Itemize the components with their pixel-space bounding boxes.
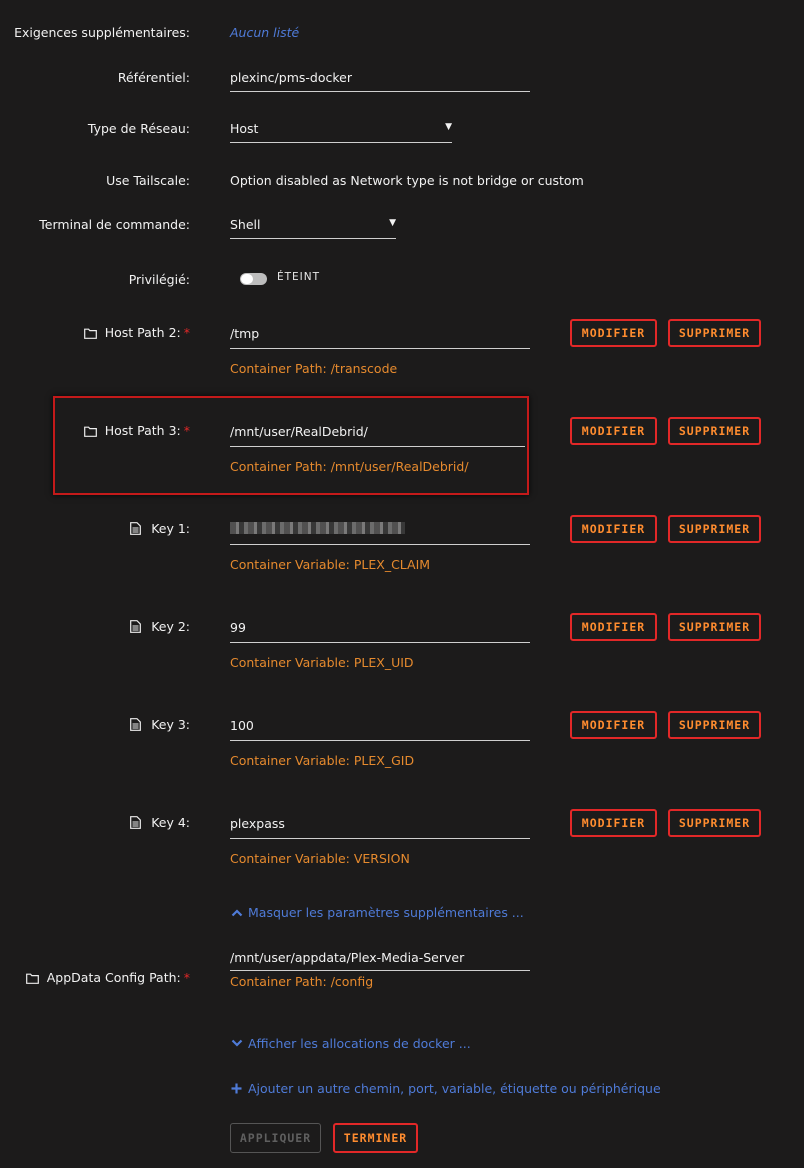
key-1-label	[130, 521, 190, 536]
key-2-input[interactable]: 99	[230, 620, 246, 635]
extra-requirements-label: Exigences supplémentaires:	[14, 25, 190, 40]
appdata-input[interactable]: /mnt/user/appdata/Plex-Media-Server	[230, 950, 465, 965]
chevron-down-icon: ▼	[389, 218, 396, 228]
key-2-label-text: Key 2:	[151, 619, 190, 634]
folder-icon	[84, 328, 97, 339]
show-allocations-link[interactable]	[231, 1036, 471, 1051]
show-allocations-text: Afficher les allocations de docker ...	[248, 1036, 471, 1051]
apply-button[interactable]: APPLIQUER	[230, 1123, 321, 1153]
add-another-text: Ajouter un autre chemin, port, variable, étiquette ou périphérique	[248, 1081, 661, 1096]
hide-advanced-text: Masquer les paramètres supplémentaires ...	[248, 905, 524, 920]
appdata-underline	[230, 970, 530, 971]
console-label: Terminal de commande:	[39, 217, 190, 232]
key-1-input-blurred[interactable]	[230, 522, 405, 534]
privileged-label: Privilégié:	[128, 272, 190, 287]
edit-key-1-button[interactable]: MODIFIER	[570, 515, 657, 543]
edit-host-path-2-button[interactable]: MODIFIER	[570, 319, 657, 347]
key-3-container: Container Variable: PLEX_GID	[230, 753, 415, 768]
host-path-2-input[interactable]: /tmp	[230, 326, 260, 341]
chevron-up-icon	[231, 908, 243, 917]
key-4-underline	[230, 838, 530, 839]
network-type-underline	[230, 142, 452, 143]
plus-icon	[231, 1083, 242, 1094]
remove-host-path-2-button[interactable]: SUPPRIMER	[668, 319, 761, 347]
console-underline	[230, 238, 396, 239]
required-asterisk: *	[183, 325, 190, 340]
key-2-underline	[230, 642, 530, 643]
document-icon	[130, 620, 141, 633]
remove-host-path-3-button[interactable]: SUPPRIMER	[668, 417, 761, 445]
key-1-label-text: Key 1:	[151, 521, 190, 536]
remove-key-1-button[interactable]: SUPPRIMER	[668, 515, 761, 543]
repository-input[interactable]: plexinc/pms-docker	[230, 70, 352, 85]
remove-key-2-button[interactable]: SUPPRIMER	[668, 613, 761, 641]
host-path-3-underline	[230, 446, 525, 447]
required-asterisk: *	[183, 423, 190, 438]
key-3-underline	[230, 740, 530, 741]
folder-icon	[84, 426, 97, 437]
done-button[interactable]: TERMINER	[333, 1123, 418, 1153]
key-3-label-text: Key 3:	[151, 717, 190, 732]
tailscale-label: Use Tailscale:	[106, 173, 190, 188]
key-2-label	[130, 619, 190, 634]
edit-host-path-3-button[interactable]: MODIFIER	[570, 417, 657, 445]
appdata-container: Container Path: /config	[230, 974, 374, 989]
key-4-label-text: Key 4:	[151, 815, 190, 830]
edit-key-3-button[interactable]: MODIFIER	[570, 711, 657, 739]
document-icon	[130, 718, 141, 731]
remove-key-3-button[interactable]: SUPPRIMER	[668, 711, 761, 739]
toggle-knob	[241, 274, 253, 284]
chevron-down-icon	[231, 1039, 243, 1048]
key-1-container: Container Variable: PLEX_CLAIM	[230, 557, 431, 572]
folder-icon	[26, 973, 39, 984]
privileged-toggle[interactable]	[240, 273, 267, 285]
edit-key-2-button[interactable]: MODIFIER	[570, 613, 657, 641]
host-path-3-label-text: Host Path 3:	[104, 423, 181, 438]
hide-advanced-link[interactable]	[231, 905, 524, 920]
console-value: Shell	[230, 217, 261, 232]
key-4-container: Container Variable: VERSION	[230, 851, 410, 866]
host-path-2-container: Container Path: /transcode	[230, 361, 398, 376]
key-3-input[interactable]: 100	[230, 718, 254, 733]
host-path-2-label-text: Host Path 2:	[104, 325, 181, 340]
repository-label: Référentiel:	[117, 70, 190, 85]
required-asterisk: *	[183, 970, 190, 985]
host-path-3-container: Container Path: /mnt/user/RealDebrid/	[230, 459, 469, 474]
tailscale-value: Option disabled as Network type is not bridge or custom	[230, 173, 584, 188]
document-icon	[130, 816, 141, 829]
extra-requirements-value: Aucun listé	[230, 25, 300, 40]
privileged-state: ÉTEINT	[277, 271, 321, 283]
appdata-label	[26, 970, 190, 985]
network-type-select[interactable]	[230, 115, 452, 143]
key-2-container: Container Variable: PLEX_UID	[230, 655, 414, 670]
key-1-underline	[230, 544, 530, 545]
key-3-label	[130, 717, 190, 732]
edit-key-4-button[interactable]: MODIFIER	[570, 809, 657, 837]
host-path-3-label	[84, 423, 190, 438]
host-path-2-underline	[230, 348, 530, 349]
host-path-3-input[interactable]: /mnt/user/RealDebrid/	[230, 424, 368, 439]
document-icon	[130, 522, 141, 535]
add-another-link[interactable]	[231, 1081, 661, 1096]
repository-underline	[230, 91, 530, 92]
host-path-2-label	[84, 325, 190, 340]
chevron-down-icon: ▼	[445, 122, 452, 132]
console-select[interactable]	[230, 211, 396, 239]
key-4-input[interactable]: plexpass	[230, 816, 285, 831]
appdata-label-text: AppData Config Path:	[46, 970, 181, 985]
network-type-label: Type de Réseau:	[87, 121, 190, 136]
key-4-label	[130, 815, 190, 830]
remove-key-4-button[interactable]: SUPPRIMER	[668, 809, 761, 837]
network-type-value: Host	[230, 121, 259, 136]
